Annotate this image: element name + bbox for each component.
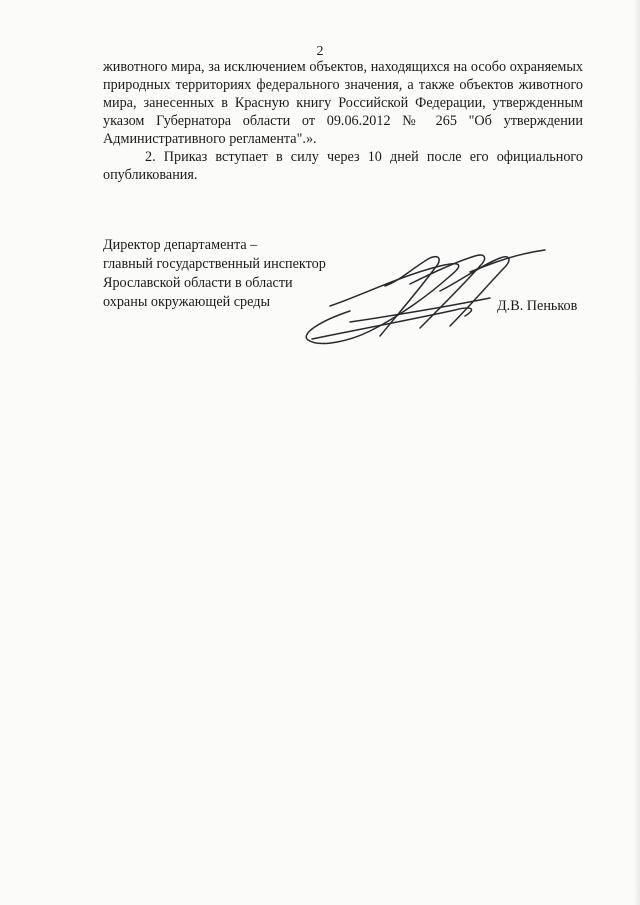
paragraph-effective-date: 2. Приказ вступает в силу через 10 дней после его официального опубликования. — [103, 149, 583, 183]
paragraph-continuation: животного мира, за исключением объектов, находящихся на особо охраняемых природных территориях федерального значения, а также объектов животного мира, занесенных в Красную книгу Российской Федерации, утвержденным указом Губернатора области от 09.06.2012 № 265 "Об утверждении Административного регламента".». — [103, 59, 583, 147]
signer-name: Д.В. Пеньков — [497, 298, 578, 314]
position-line: Директор департамента – — [103, 237, 258, 253]
handwritten-signature-icon — [290, 236, 570, 356]
scan-edge-shading — [634, 0, 640, 905]
page-number: 2 — [316, 44, 324, 59]
document-body — [103, 58, 583, 184]
position-line: главный государственный инспектор — [103, 256, 326, 272]
position-line: охраны окружающей среды — [103, 294, 271, 310]
position-line: Ярославской области в области — [103, 275, 293, 291]
